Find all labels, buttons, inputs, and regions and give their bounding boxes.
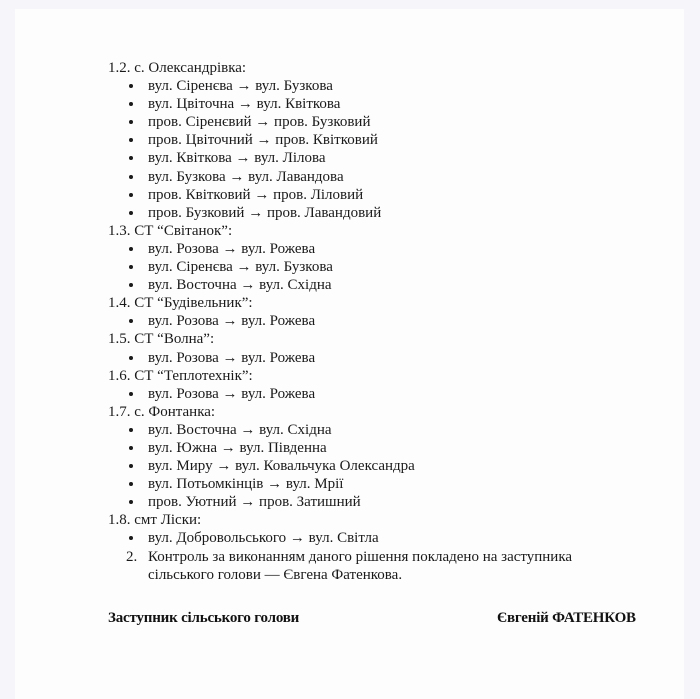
bullet-icon xyxy=(129,211,133,215)
bullet-icon xyxy=(129,84,133,88)
section-heading: 1.8. смт Ліски: xyxy=(108,512,202,529)
list-item: вул. Потьомкінців → вул. Мрії xyxy=(108,475,668,493)
signature-position: Заступник сільського голови xyxy=(108,610,300,626)
street-rename-list xyxy=(108,385,668,403)
bullet-icon xyxy=(129,175,133,179)
section-1-6 xyxy=(108,367,668,403)
list-item: вул. Миру → вул. Ковальчука Олександра xyxy=(108,457,668,475)
list-item: вул. Квіткова → вул. Лілова xyxy=(108,149,668,167)
section-heading: 1.3. СТ “Світанок”: xyxy=(108,222,233,239)
bullet-icon xyxy=(129,482,133,486)
section-heading: 1.5. СТ “Волна”: xyxy=(108,331,215,348)
bullet-icon xyxy=(129,428,133,432)
street-rename-list xyxy=(108,312,668,330)
list-item: вул. Розова → вул. Рожева xyxy=(108,240,668,258)
list-item: пров. Уютний → пров. Затишний xyxy=(108,493,668,511)
list-item: вул. Сіренєва → вул. Бузкова xyxy=(108,77,668,95)
document-page xyxy=(15,9,684,699)
section-heading: 1.6. СТ “Теплотехнік”: xyxy=(108,367,253,384)
bullet-icon xyxy=(129,464,133,468)
list-item: вул. Добровольського → вул. Світла xyxy=(108,529,668,547)
list-item: вул. Бузкова → вул. Лавандова xyxy=(108,168,668,186)
bullet-icon xyxy=(129,120,133,124)
bullet-icon xyxy=(129,319,133,323)
bullet-icon xyxy=(129,536,133,540)
section-1-2 xyxy=(108,59,668,222)
list-item: пров. Бузковий → пров. Лавандовий xyxy=(108,204,668,222)
bullet-icon xyxy=(129,193,133,197)
bullet-icon xyxy=(129,138,133,142)
section-heading: 1.2. с. Олександрівка: xyxy=(108,60,247,76)
point-2-line-1: Контроль за виконанням даного рішення покладено на заступника xyxy=(148,548,573,565)
list-item: вул. Розова → вул. Рожева xyxy=(108,385,668,403)
street-rename-list xyxy=(108,240,668,294)
list-item: пров. Квітковий → пров. Ліловий xyxy=(108,186,668,204)
list-item: вул. Южна → вул. Південна xyxy=(108,439,668,457)
bullet-icon xyxy=(129,247,133,251)
point-2-paragraph xyxy=(108,548,668,584)
point-2-line-2: сільського голови — Євгена Фатенкова. xyxy=(148,566,403,583)
bullet-icon xyxy=(129,500,133,504)
bullet-icon xyxy=(129,156,133,160)
list-item: вул. Цвіточна → вул. Квіткова xyxy=(108,95,668,113)
bullet-icon xyxy=(129,102,133,106)
list-item: вул. Сіренєва → вул. Бузкова xyxy=(108,258,668,276)
list-item: вул. Восточна → вул. Східна xyxy=(108,276,668,294)
point-number: 2. xyxy=(126,548,138,565)
bullet-icon xyxy=(129,356,133,360)
section-1-4 xyxy=(108,294,668,330)
list-item: вул. Восточна → вул. Східна xyxy=(108,421,668,439)
street-rename-list xyxy=(108,349,668,367)
section-1-3 xyxy=(108,222,668,294)
section-1-8 xyxy=(108,511,668,547)
street-rename-list xyxy=(108,421,668,511)
section-1-5 xyxy=(108,330,668,366)
bullet-icon xyxy=(129,392,133,396)
document-body xyxy=(108,59,668,584)
bullet-icon xyxy=(129,446,133,450)
bullet-icon xyxy=(129,265,133,269)
list-item: вул. Розова → вул. Рожева xyxy=(108,312,668,330)
list-item: пров. Сіренєвий → пров. Бузковий xyxy=(108,113,668,131)
signature-name: Євгеній ФАТЕНКОВ xyxy=(497,610,636,626)
section-heading: 1.4. СТ “Будівельник”: xyxy=(108,295,253,312)
bullet-icon xyxy=(129,283,133,287)
list-item: вул. Розова → вул. Рожева xyxy=(108,349,668,367)
list-item: пров. Цвіточний → пров. Квітковий xyxy=(108,131,668,149)
section-heading: 1.7. с. Фонтанка: xyxy=(108,403,216,420)
street-rename-list xyxy=(108,529,668,547)
section-1-7 xyxy=(108,403,668,512)
street-rename-list xyxy=(108,77,668,222)
